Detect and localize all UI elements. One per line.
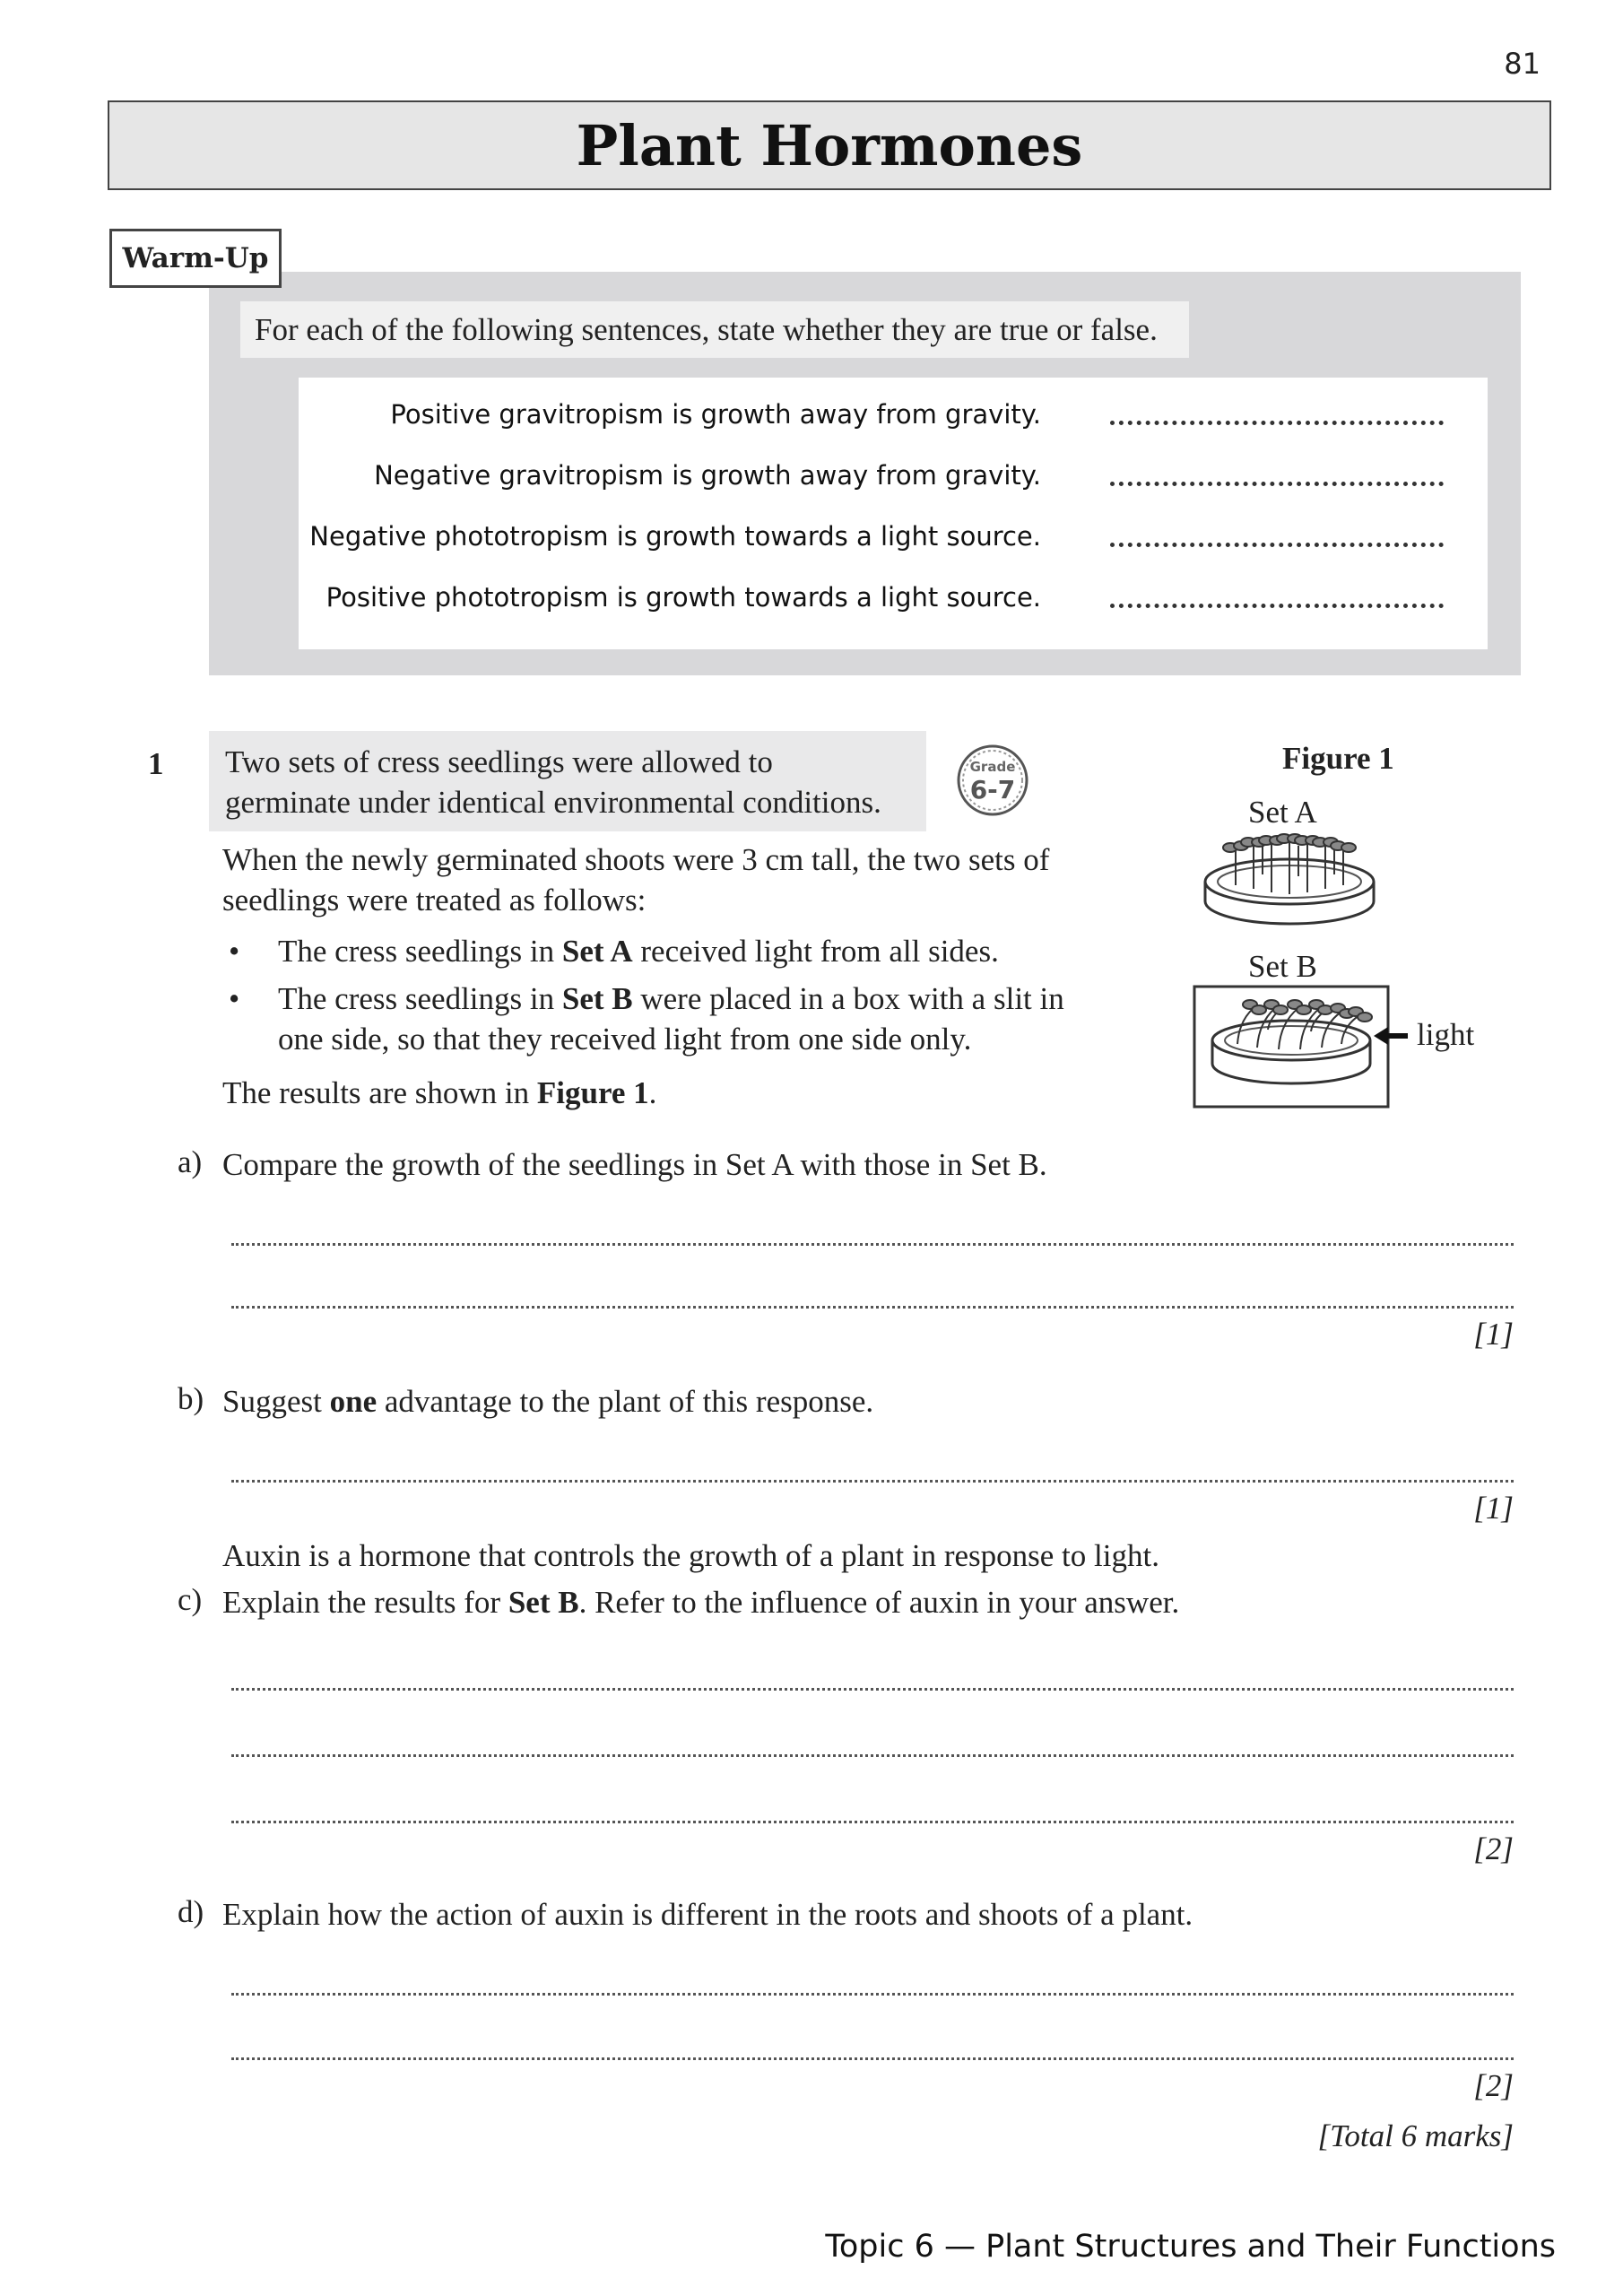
answer-blank-2[interactable]	[1110, 482, 1444, 486]
bullet-dot-2: •	[229, 981, 240, 1016]
bullet-1-pre: The cress seedlings in	[278, 934, 562, 969]
part-c-answer-line-3[interactable]	[231, 1821, 1514, 1823]
part-b-pre: Suggest	[222, 1384, 330, 1419]
part-c-answer-line-1[interactable]	[231, 1688, 1514, 1691]
bullet-1-post: received light from all sides.	[632, 934, 999, 969]
warm-up-instruction: For each of the following sentences, state whether they are true or false.	[240, 301, 1189, 358]
body-line-2: seedlings were treated as follows:	[222, 883, 647, 918]
part-a-label: a)	[178, 1144, 203, 1179]
part-c-pre: Explain the results for	[222, 1585, 508, 1620]
question-number: 1	[148, 746, 164, 781]
bullet-dot-1: •	[229, 934, 240, 969]
grade-value: 6-7	[969, 775, 1016, 804]
statement-1: Positive gravitropism is growth away from gravity.	[390, 399, 1041, 430]
bullet-2	[278, 978, 1064, 1059]
part-b-mark: [1]	[1473, 1491, 1514, 1526]
set-a-dish-illustration	[1200, 830, 1379, 933]
body-line-1: When the newly germinated shoots were 3 cm tall, the two sets of	[222, 842, 1050, 877]
part-a-mark: [1]	[1473, 1317, 1514, 1352]
question-body	[222, 839, 1049, 920]
grade-badge-icon	[955, 743, 1030, 818]
title-banner	[108, 100, 1551, 190]
total-marks: [Total 6 marks]	[1317, 2118, 1514, 2153]
results-bold: Figure 1	[536, 1075, 649, 1110]
part-d-mark: [2]	[1473, 2068, 1514, 2103]
part-c-text	[222, 1582, 1179, 1622]
answer-blank-3[interactable]	[1110, 543, 1444, 547]
part-c-mark: [2]	[1473, 1831, 1514, 1866]
page-number: 81	[1504, 47, 1541, 81]
question-intro	[209, 731, 926, 831]
part-d-answer-line-2[interactable]	[231, 2057, 1514, 2060]
results-line	[222, 1073, 656, 1113]
part-d-text: Explain how the action of auxin is different in the roots and shoots of a plant.	[222, 1897, 1193, 1932]
part-b-bold: one	[329, 1384, 378, 1419]
bullet-1	[278, 931, 999, 971]
bullet-2-post: were placed in a box with a slit in	[632, 981, 1064, 1016]
part-a-answer-line-2[interactable]	[231, 1306, 1514, 1309]
bullet-2-pre: The cress seedlings in	[278, 981, 562, 1016]
part-c-label: c)	[178, 1582, 203, 1617]
intro-line-2: germinate under identical environmental conditions.	[225, 785, 881, 820]
part-b-text	[222, 1381, 873, 1422]
part-b-answer-line[interactable]	[231, 1480, 1514, 1483]
statement-4: Positive phototropism is growth towards a light source.	[325, 582, 1041, 613]
figure-title: Figure 1	[1282, 741, 1394, 776]
page-title: Plant Hormones	[576, 112, 1083, 178]
page-footer: Topic 6 — Plant Structures and Their Functions	[825, 2229, 1556, 2265]
part-a-answer-line-1[interactable]	[231, 1243, 1514, 1246]
part-b-label: b)	[178, 1381, 204, 1416]
bullet-2-bold: Set B	[561, 981, 633, 1016]
part-d-answer-line-1[interactable]	[231, 1993, 1514, 1996]
figure-set-b-label: Set B	[1248, 949, 1317, 984]
bullet-2-line-2: one side, so that they received light from one side only.	[278, 1022, 972, 1057]
intro-line-1: Two sets of cress seedlings were allowed to	[225, 744, 773, 779]
warm-up-tag: Warm-Up	[109, 229, 282, 288]
answer-blank-4[interactable]	[1110, 604, 1444, 608]
part-c-post: . Refer to the influence of auxin in your answer.	[578, 1585, 1180, 1620]
light-label: light	[1417, 1017, 1475, 1052]
figure-set-a-label: Set A	[1248, 795, 1317, 830]
results-pre: The results are shown in	[222, 1075, 537, 1110]
grade-label: Grade	[969, 759, 1016, 775]
auxin-intro: Auxin is a hormone that controls the growth of a plant in response to light.	[222, 1538, 1159, 1573]
part-c-answer-line-2[interactable]	[231, 1754, 1514, 1757]
statement-3: Negative phototropism is growth towards a light source.	[309, 521, 1041, 552]
part-a-text: Compare the growth of the seedlings in Set A with those in Set B.	[222, 1147, 1047, 1182]
light-arrow-icon	[1374, 1025, 1410, 1047]
set-b-box-illustration	[1193, 985, 1392, 1110]
results-post: .	[648, 1075, 657, 1110]
statement-2: Negative gravitropism is growth away from gravity.	[374, 460, 1041, 491]
part-d-label: d)	[178, 1894, 204, 1929]
part-c-bold: Set B	[508, 1585, 579, 1620]
bullet-1-bold: Set A	[561, 934, 633, 969]
answer-blank-1[interactable]	[1110, 421, 1444, 425]
part-b-post: advantage to the plant of this response.	[377, 1384, 874, 1419]
warm-up-statements	[299, 378, 1488, 649]
